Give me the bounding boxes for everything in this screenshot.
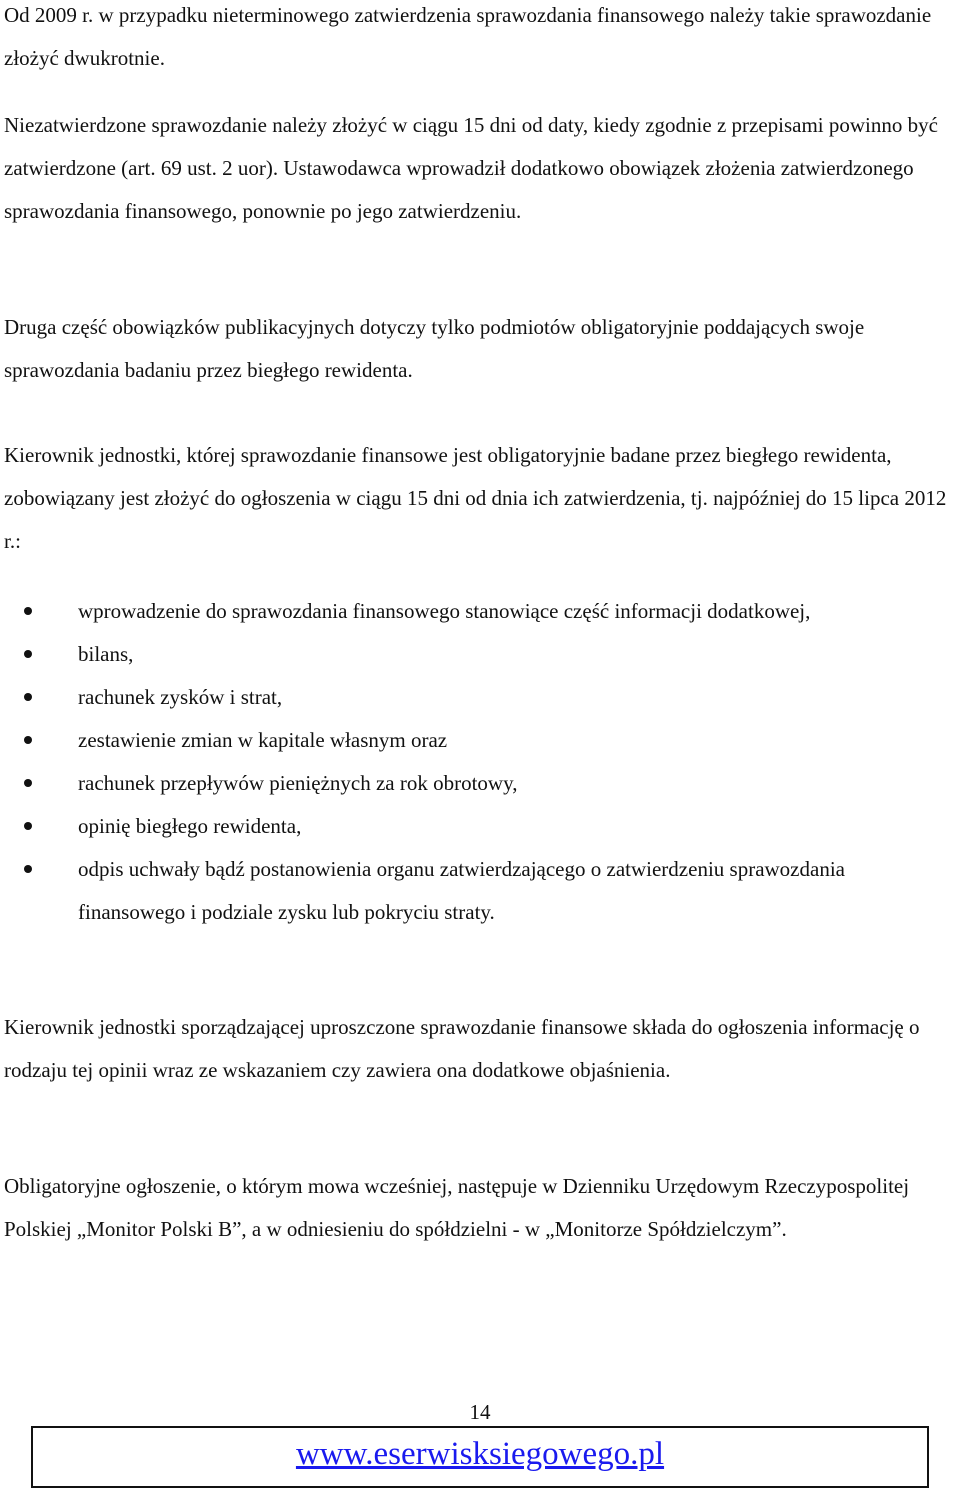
paragraph-unapproved-statement: Niezatwierdzone sprawozdanie należy złożyć w ciągu 15 dni od daty, kiedy zgodnie z przepisami powinno być zatwierdzone (art. 69 ust. 2 uor). Ustawodawca wprowadził dodatkowo obowiązek złożenia zatwierdzonego sprawozdania finansowego, ponownie po jego zatwierdzeniu. — [4, 113, 938, 223]
paragraph-official-journal: Obligatoryjne ogłoszenie, o którym mowa wcześniej, następuje w Dzienniku Urzędowym Rzeczypospolitej Polskiej „Monitor Polski B”, a w odniesieniu do spółdzielni - w „Monitorze Spółdzielczym”. — [4, 1174, 910, 1241]
list-item — [4, 676, 954, 719]
list-item-text: rachunek przepływów pieniężnych za rok obrotowy, — [78, 771, 518, 795]
list-item — [4, 633, 954, 676]
list-item-text: opinię biegłego rewidenta, — [78, 814, 302, 838]
bullet-icon — [24, 779, 32, 787]
bullet-icon — [24, 650, 32, 658]
list-item-text: bilans, — [78, 642, 134, 666]
paragraph-simplified-statement: Kierownik jednostki sporządzającej uproszczone sprawozdanie finansowe składa do ogłoszenia informację o rodzaju tej opinii wraz ze wskazaniem czy zawiera ona dodatkowe objaśnienia. — [4, 1015, 920, 1082]
list-item — [4, 719, 954, 762]
list-item-text: odpis uchwały bądź postanowienia organu zatwierdzającego o zatwierdzeniu sprawozdania finansowego i podziale zysku lub pokryciu straty. — [78, 857, 845, 924]
list-item — [4, 762, 954, 805]
list-item-text: wprowadzenie do sprawozdania finansowego stanowiące część informacji dodatkowej, — [78, 599, 811, 623]
website-link[interactable]: www.eserwisksiegowego.pl — [295, 1436, 665, 1472]
list-item — [4, 848, 954, 934]
paragraph-publication-duties: Druga część obowiązków publikacyjnych dotyczy tylko podmiotów obligatoryjnie poddających swoje sprawozdania badaniu przez biegłego rewidenta. — [4, 315, 865, 382]
required-documents-list — [4, 590, 954, 934]
list-item-text: rachunek zysków i strat, — [78, 685, 283, 709]
paragraph-late-approval: Od 2009 r. w przypadku nieterminowego zatwierdzenia sprawozdania finansowego należy takie sprawozdanie złożyć dwukrotnie. — [4, 3, 932, 70]
page-number: 14 — [469, 1400, 491, 1424]
bullet-icon — [24, 865, 32, 873]
list-item-text: zestawienie zmian w kapitale własnym oraz — [78, 728, 448, 752]
list-item — [4, 590, 954, 633]
footer-banner — [31, 1426, 929, 1488]
bullet-icon — [24, 736, 32, 744]
paragraph-manager-obligation: Kierownik jednostki, której sprawozdanie finansowe jest obligatoryjnie badane przez biegłego rewidenta, zobowiązany jest złożyć do ogłoszenia w ciągu 15 dni od dnia ich zatwierdzenia, tj. najpóźniej do 15 lipca 2012 r.: — [4, 443, 947, 553]
bullet-icon — [24, 607, 32, 615]
bullet-icon — [24, 693, 32, 701]
list-item — [4, 805, 954, 848]
bullet-icon — [24, 822, 32, 830]
